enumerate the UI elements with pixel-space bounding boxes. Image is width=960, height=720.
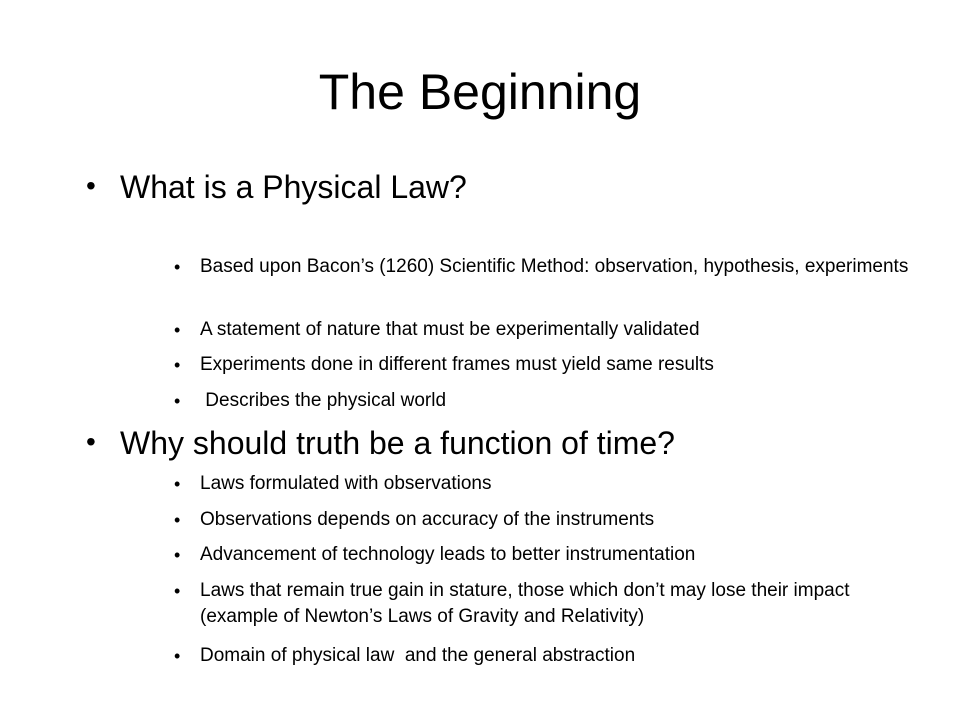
bullet-icon: • <box>174 545 181 565</box>
list-item-text: Advancement of technology leads to better instrumentation <box>200 544 696 565</box>
section-heading-physical-law <box>86 168 906 206</box>
list-item <box>174 578 914 630</box>
list-item <box>174 352 914 378</box>
list-item <box>174 542 914 568</box>
list-item <box>174 643 914 669</box>
bullet-icon: • <box>174 581 181 601</box>
list-item-text: Experiments done in different frames must yield same results <box>200 354 714 375</box>
list-item <box>174 254 914 280</box>
list-item-text: Laws that remain true gain in stature, those which don’t may lose their impact (example of Newton’s Laws of Gravity and Relativity) <box>200 580 850 627</box>
list-item <box>174 388 914 414</box>
list-item-text: Describes the physical world <box>200 390 447 411</box>
bullet-icon: • <box>86 170 96 201</box>
section-heading-truth-time <box>86 424 906 462</box>
list-item-text: Laws formulated with observations <box>200 473 492 494</box>
bullet-icon: • <box>174 257 181 277</box>
list-item <box>174 317 914 343</box>
list-item-text: Domain of physical law and the general abstraction <box>200 645 636 666</box>
bullet-icon: • <box>174 391 181 411</box>
bullet-icon: • <box>174 510 181 530</box>
bullet-icon: • <box>174 320 181 340</box>
bullet-icon: • <box>174 646 181 666</box>
list-item-text: A statement of nature that must be experimentally validated <box>200 319 700 340</box>
bullet-icon: • <box>86 426 96 457</box>
list-item-text: Based upon Bacon’s (1260) Scientific Method: observation, hypothesis, experiments <box>200 256 909 277</box>
list-item <box>174 471 914 497</box>
bullet-icon: • <box>174 474 181 494</box>
bullet-icon: • <box>174 355 181 375</box>
list-item-text: Observations depends on accuracy of the instruments <box>200 509 655 530</box>
list-item <box>174 507 914 533</box>
section-heading-text: What is a Physical Law? <box>120 169 467 205</box>
slide-title: The Beginning <box>318 64 642 120</box>
section-heading-text: Why should truth be a function of time? <box>120 425 675 461</box>
